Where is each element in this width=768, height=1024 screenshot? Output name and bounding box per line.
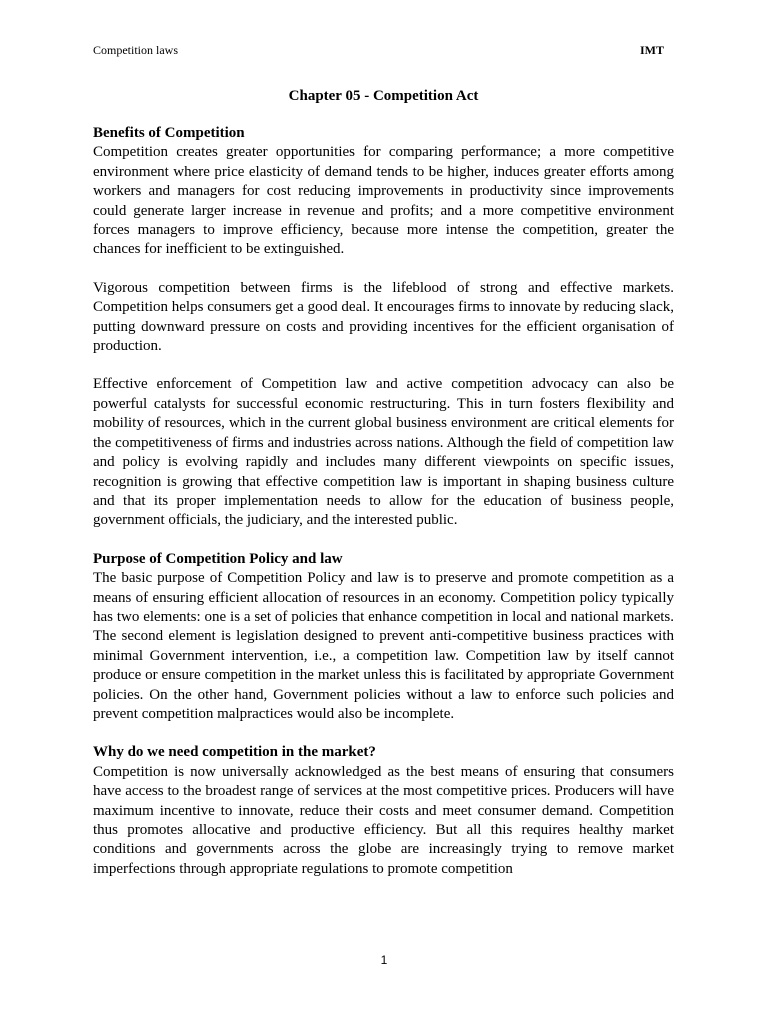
header-title: Competition laws [93, 43, 178, 57]
chapter-title: Chapter 05 - Competition Act [288, 88, 479, 104]
header-institution: IMT [640, 43, 664, 57]
section-heading: Why do we need competition in the market? [93, 744, 376, 761]
section-purpose [93, 550, 674, 725]
paragraph: The basic purpose of Competition Policy and law is to preserve and promote competition as a means of ensuring efficient allocation of resources in an economy. Competition policy typically has two elements: one is a set of policies that enhance competition in local and national markets. The second element is legislation designed to prevent anti-competitive business practices with minimal Government intervention, i.e., a competition law. Competition law by itself cannot produce or ensure competition in the market unless this is facilitated by appropriate Government policies. On the other hand, Government policies without a law to enforce such policies and prevent competition malpractices would also be incomplete. [93, 570, 674, 722]
paragraph: Competition is now universally acknowledged as the best means of ensuring that consumers have access to the broadest range of services at the most competitive prices. Producers will have maximum incentive to innovate, reduce their costs and meet consumer demand. Competition thus promotes allocative and productive efficiency. But all this requires healthy market conditions and governments across the globe are increasingly trying to remove market imperfections through appropriate regulations to promote competition [93, 763, 674, 877]
section-benefits [93, 124, 674, 531]
paragraph: Competition creates greater opportunities for comparing performance; a more competitive environment where price elasticity of demand tends to be higher, induces greater efforts among workers and managers for cost reducing improvements in productivity since improvements could generate larger increase in revenue and profits; and a more competitive environment forces managers to improve efficiency, because more intense the competition, greater the chances for inefficient to be extinguished. [93, 144, 674, 258]
paragraph: Effective enforcement of Competition law and active competition advocacy can also be powerful catalysts for successful economic restructuring. This in turn fosters flexibility and mobility of resources, which in the current global business environment are critical elements for the competitiveness of firms and industries across nations. Although the field of competition law and policy is evolving rapidly and includes many different viewpoints on specific issues, recognition is growing that effective competition law is important in shaping business culture and that its proper implementation needs to allow for the education of business people, government officials, the judiciary, and the interested public. [93, 376, 674, 529]
section-why-competition [93, 743, 674, 879]
section-heading: Purpose of Competition Policy and law [93, 550, 343, 567]
document-body [93, 86, 674, 898]
page-number: 1 [380, 953, 388, 967]
section-heading: Benefits of Competition [93, 125, 245, 141]
paragraph: Vigorous competition between firms is the lifeblood of strong and effective markets. Competition helps consumers get a good deal. It encourages firms to innovate by reducing slack, putting downward pressure on costs and providing incentives for the efficient organisation of production. [93, 279, 674, 355]
